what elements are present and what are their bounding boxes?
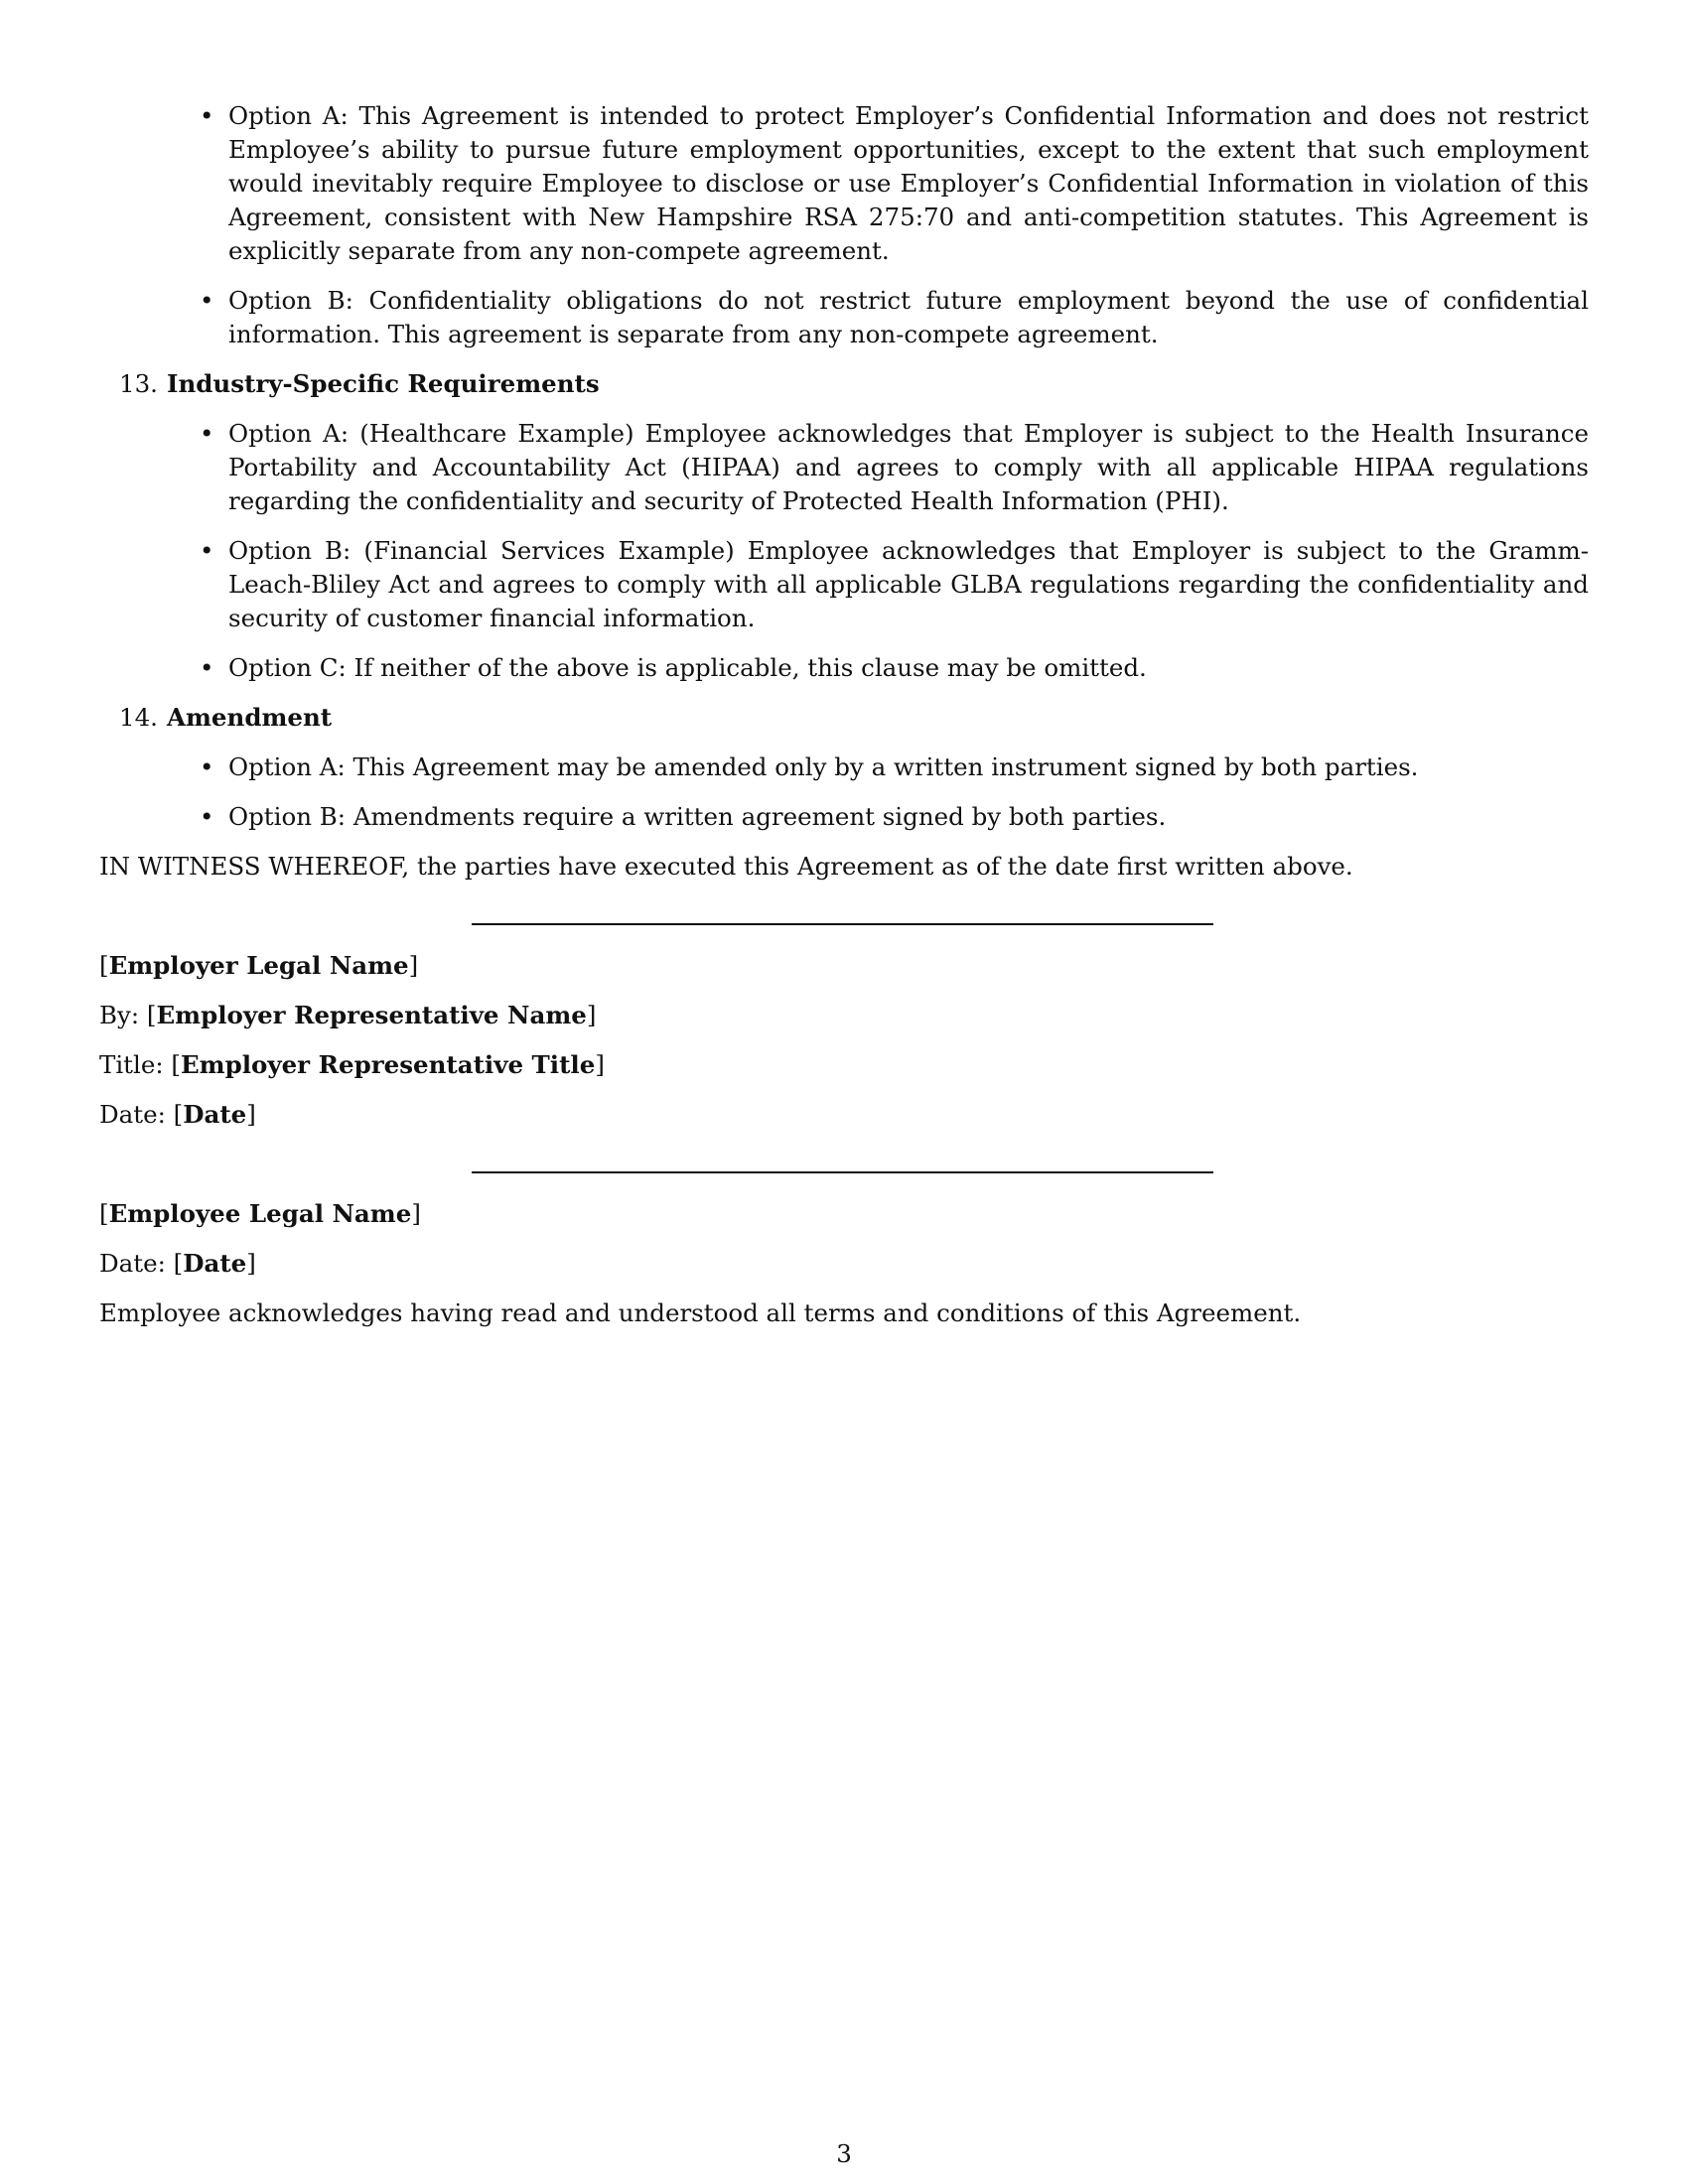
- employer-legal-name-value: Employer Legal Name: [108, 951, 409, 980]
- section-13-heading: [99, 367, 1589, 401]
- employer-date-label: Date:: [99, 1100, 166, 1129]
- clause-12-option-a: • Option A: This Agreement is intended to protect Employer’s Confidential Information and does not restrict Employee’s ability to pursue future employment opportunities, except to the extent that such employment would inevitably require Employee to disclose or use Employer’s Confidential Information in violation of this Agreement, consistent with New Hampshire RSA 275:70 and anti-competition statutes. This Agreement is explicitly separate from any non-compete agreement.: [99, 99, 1589, 268]
- page-number: 3: [836, 2139, 852, 2168]
- employer-signature-line: [472, 923, 1213, 925]
- section-14-options: [99, 751, 1589, 834]
- employer-date-line: Date: [Date]: [99, 1100, 256, 1129]
- employer-title-label: Title:: [99, 1050, 164, 1079]
- employee-acknowledgement: Employee acknowledges having read and understood all terms and conditions of this Agreement.: [99, 1298, 1302, 1327]
- section-13-option-c: • Option C: If neither of the above is applicable, this clause may be omitted.: [99, 651, 1589, 685]
- section-13-options: [99, 417, 1589, 685]
- witness-statement: IN WITNESS WHEREOF, the parties have executed this Agreement as of the date first written above.: [99, 852, 1353, 881]
- section-13-number: 13.: [119, 369, 158, 398]
- section-13-option-b: • Option B: (Financial Services Example) Employee acknowledges that Employer is subject to the Gramm-Leach-Bliley Act and agrees to comply with all applicable GLBA regulations regarding the confidentiality and security of customer financial information.: [99, 534, 1589, 635]
- employer-title-line: Title: [Employer Representative Title]: [99, 1050, 605, 1079]
- section-14-title: Amendment: [167, 703, 333, 732]
- clause-12-options: [99, 99, 1589, 351]
- section-13-title: Industry-Specific Requirements: [167, 369, 600, 398]
- employer-by-line: By: [Employer Representative Name]: [99, 1001, 597, 1029]
- employer-rep-name: Employer Representative Name: [156, 1001, 587, 1029]
- employee-date-line: Date: [Date]: [99, 1249, 256, 1278]
- employer-date-value: Date: [183, 1100, 247, 1129]
- section-14-number: 14.: [119, 703, 158, 732]
- employer-rep-title: Employer Representative Title: [180, 1050, 596, 1079]
- employer-legal-name: [Employer Legal Name]: [99, 951, 419, 980]
- section-13-option-a: • Option A: (Healthcare Example) Employee acknowledges that Employer is subject to the Health Insurance Portability and Accountability Act (HIPAA) and agrees to comply with all applicable HIPAA regulations regarding the confidentiality and security of Protected Health Information (PHI).: [99, 417, 1589, 518]
- employee-date-value: Date: [183, 1249, 247, 1278]
- employee-date-label: Date:: [99, 1249, 166, 1278]
- clause-12-option-b: • Option B: Confidentiality obligations do not restrict future employment beyond the use of confidential information. This agreement is separate from any non-compete agreement.: [99, 284, 1589, 351]
- document-body: [99, 99, 1589, 1346]
- employee-legal-name: [Employee Legal Name]: [99, 1199, 421, 1228]
- employer-by-label: By:: [99, 1001, 140, 1029]
- section-14-option-a: • Option A: This Agreement may be amended only by a written instrument signed by both parties.: [99, 751, 1589, 784]
- section-14-option-b: • Option B: Amendments require a written agreement signed by both parties.: [99, 800, 1589, 834]
- employee-legal-name-value: Employee Legal Name: [108, 1199, 412, 1228]
- section-14-heading: [99, 701, 1589, 735]
- employee-signature-line: [472, 1171, 1213, 1173]
